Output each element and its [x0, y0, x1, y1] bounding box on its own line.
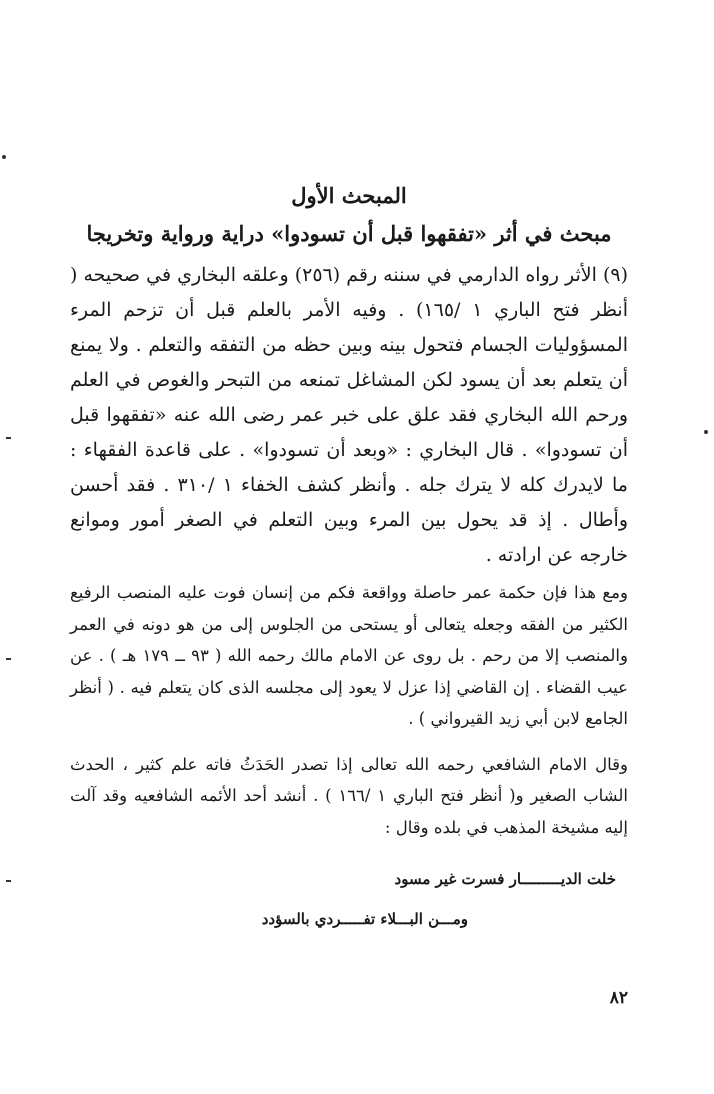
paragraph-umar-wisdom: ومع هذا فإن حكمة عمر حاصلة وواقعة فكم من إنسان فوت عليه المنصب الرفيع الكثير من الفقه وجعله يتعالى أو يستحى من الجلوس إلى من هو دونه في العمر والمنصب إلا من رحم . بل روى عن الامام مالك رحمه الله ( ٩٣ ــ ١٧٩ هـ ) . عن عيب القضاء . إن القاضي إذا عزل لا يعود إلى مجلسه الذى كان يتعلم فيه . ( أنظر الجامع لابن أبي زيد القيرواني ) . — [70, 583, 628, 728]
margin-mark — [6, 658, 11, 660]
poem-verse-2: ومـــن البـــلاء تفـــــردي بالسؤدد — [261, 910, 468, 928]
poem-verse-1: خلت الديـــــــــار فسرت غير مسود — [394, 870, 616, 888]
margin-mark — [704, 430, 708, 434]
margin-mark — [6, 437, 11, 439]
section-subheading: مبحث في أثر «تفقهوا قبل أن تسودوا» دراية ورواية وتخريجا — [86, 221, 612, 246]
page-number: ٨٢ — [609, 988, 628, 1008]
poem-verses — [70, 859, 628, 939]
section-heading: المبحث الأول — [291, 183, 407, 208]
page-body — [70, 178, 628, 939]
paragraph-footnote-9: (٩) الأثر رواه الدارمي في سننه رقم (٢٥٦) وعلقه البخاري في صحيحه ( أنظر فتح الباري ١ /١٦٥) . وفيه الأمر بالعلم قبل أن تزحم المرء المسؤوليات الجسام فتحول بينه وبين حظه من التفقه والتعلم . ولا يمنع أن يتعلم بعد أن يسود لكن المشاغل تمنعه من التبحر والغوص في العلم ورحم الله البخاري فقد علق على خبر عمر رضى الله عنه «تفقهوا قبل أن تسودوا» . قال البخاري : «وبعد أن تسودوا» . على قاعدة الفقهاء : ما لايدرك كله لا يترك جله . وأنظر كشف الخفاء ١ /٣١٠ . فقد أحسن وأطال . إذ قد يحول بين المرء وبين التعلم في الصغر أمور وموانع خارجه عن ارادته . — [70, 264, 628, 566]
margin-mark — [6, 880, 11, 882]
margin-mark — [2, 155, 6, 159]
paragraph-shafii: وقال الامام الشافعي رحمه الله تعالى إذا تصدر الحَدَثُ فاته علم كثير ، الحدث الشاب الصغير و( أنظر فتح الباري ١ /١٦٦ ) . أنشد أحد الأئمه الشافعيه وقد آلت إليه مشيخة المذهب في بلده وقال : — [70, 754, 628, 837]
